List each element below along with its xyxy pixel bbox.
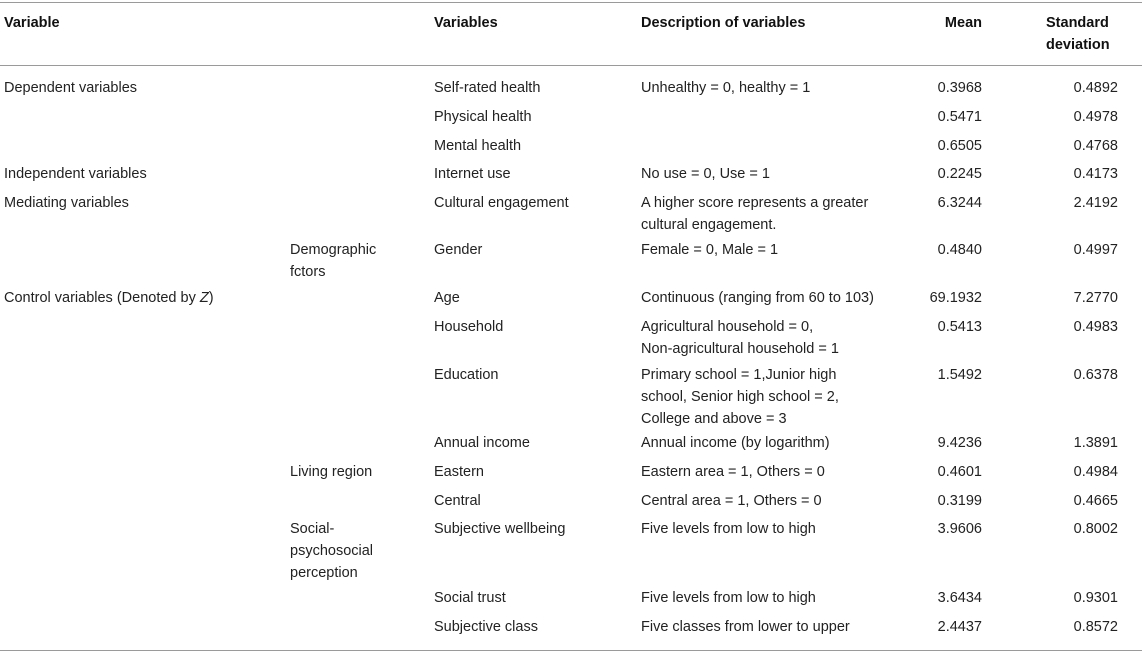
subgroup-social-line3: perception — [290, 565, 358, 581]
row-description: Continuous (ranging from 60 to 103) — [641, 290, 874, 306]
subgroup-demographic-line2: fctors — [290, 264, 326, 280]
header-sd-line1: Standard — [1046, 15, 1109, 31]
row-sd: 0.4173 — [1073, 166, 1118, 182]
group-control-prefix: Control variables (Denoted by — [4, 290, 200, 306]
row-description: No use = 0, Use = 1 — [641, 166, 770, 182]
row-variable: Internet use — [434, 166, 511, 182]
row-variable: Self-rated health — [434, 80, 541, 96]
row-variable: Age — [434, 290, 460, 306]
row-variable: Annual income — [434, 435, 530, 451]
row-variable: Physical health — [434, 109, 532, 125]
group-control — [4, 287, 214, 309]
row-sd: 0.4978 — [1073, 109, 1118, 125]
row-variable: Subjective wellbeing — [434, 521, 566, 537]
row-sd: 0.4997 — [1073, 242, 1118, 258]
subgroup-social-line2: psychosocial — [290, 543, 374, 559]
row-sd: 0.4768 — [1073, 138, 1118, 154]
subgroup-social-line1: Social- — [290, 521, 335, 537]
subgroup-demographic-line1: Demographic — [290, 242, 377, 258]
row-variable: Mental health — [434, 138, 522, 154]
row-sd: 0.4983 — [1073, 319, 1118, 335]
row-description: cultural engagement. — [641, 217, 777, 233]
row-mean: 1.5492 — [937, 367, 982, 383]
row-mean: 0.3968 — [937, 80, 982, 96]
row-mean: 0.6505 — [937, 138, 982, 154]
row-mean: 69.1932 — [929, 290, 982, 306]
row-sd: 7.2770 — [1073, 290, 1118, 306]
table-top-rule — [0, 2, 1142, 3]
group-control-suffix: ) — [208, 290, 214, 306]
header-description: Description of variables — [641, 15, 806, 31]
row-sd: 0.6378 — [1073, 367, 1118, 383]
row-sd: 1.3891 — [1073, 435, 1118, 451]
row-mean: 9.4236 — [937, 435, 982, 451]
row-mean: 0.3199 — [937, 493, 982, 509]
subgroup-living-region: Living region — [290, 464, 373, 480]
table-bottom-rule — [0, 650, 1142, 651]
row-description: Unhealthy = 0, healthy = 1 — [641, 80, 811, 96]
row-sd: 2.4192 — [1073, 195, 1118, 211]
row-sd: 0.4984 — [1073, 464, 1118, 480]
row-variable: Education — [434, 367, 499, 383]
group-mediating: Mediating variables — [4, 195, 129, 211]
row-description: Five levels from low to high — [641, 521, 816, 537]
row-mean: 6.3244 — [937, 195, 982, 211]
row-description: College and above = 3 — [641, 411, 787, 427]
row-variable: Gender — [434, 242, 483, 258]
group-independent: Independent variables — [4, 166, 147, 182]
row-variable: Social trust — [434, 590, 506, 606]
row-description: Agricultural household = 0, — [641, 319, 814, 335]
row-variable: Central — [434, 493, 481, 509]
row-description: Primary school = 1,Junior high — [641, 367, 837, 383]
row-sd: 0.4665 — [1073, 493, 1118, 509]
group-control-z: Z — [199, 290, 209, 306]
header-sd-line2: deviation — [1046, 37, 1110, 53]
header-variable: Variable — [4, 15, 60, 31]
row-mean: 0.4601 — [937, 464, 982, 480]
row-description: Five levels from low to high — [641, 590, 816, 606]
row-mean: 2.4437 — [937, 619, 982, 635]
row-description: Annual income (by logarithm) — [641, 435, 830, 451]
row-description: A higher score represents a greater — [641, 195, 869, 211]
row-description: Female = 0, Male = 1 — [641, 242, 779, 258]
row-mean: 0.5471 — [937, 109, 982, 125]
row-description: Central area = 1, Others = 0 — [641, 493, 822, 509]
row-description: school, Senior high school = 2, — [641, 389, 839, 405]
row-variable: Subjective class — [434, 619, 538, 635]
row-variable: Household — [434, 319, 504, 335]
row-variable: Cultural engagement — [434, 195, 569, 211]
row-mean: 0.2245 — [937, 166, 982, 182]
row-mean: 0.4840 — [937, 242, 982, 258]
row-description: Five classes from lower to upper — [641, 619, 850, 635]
row-sd: 0.4892 — [1073, 80, 1118, 96]
row-description: Non-agricultural household = 1 — [641, 341, 839, 357]
row-mean: 3.9606 — [937, 521, 982, 537]
header-rule — [0, 65, 1142, 66]
row-sd: 0.8572 — [1073, 619, 1118, 635]
row-sd: 0.8002 — [1073, 521, 1118, 537]
header-variables: Variables — [434, 15, 498, 31]
row-mean: 0.5413 — [937, 319, 982, 335]
row-description: Eastern area = 1, Others = 0 — [641, 464, 825, 480]
row-variable: Eastern — [434, 464, 484, 480]
group-dependent: Dependent variables — [4, 80, 138, 96]
row-mean: 3.6434 — [937, 590, 982, 606]
header-mean: Mean — [944, 15, 982, 31]
row-sd: 0.9301 — [1073, 590, 1118, 606]
